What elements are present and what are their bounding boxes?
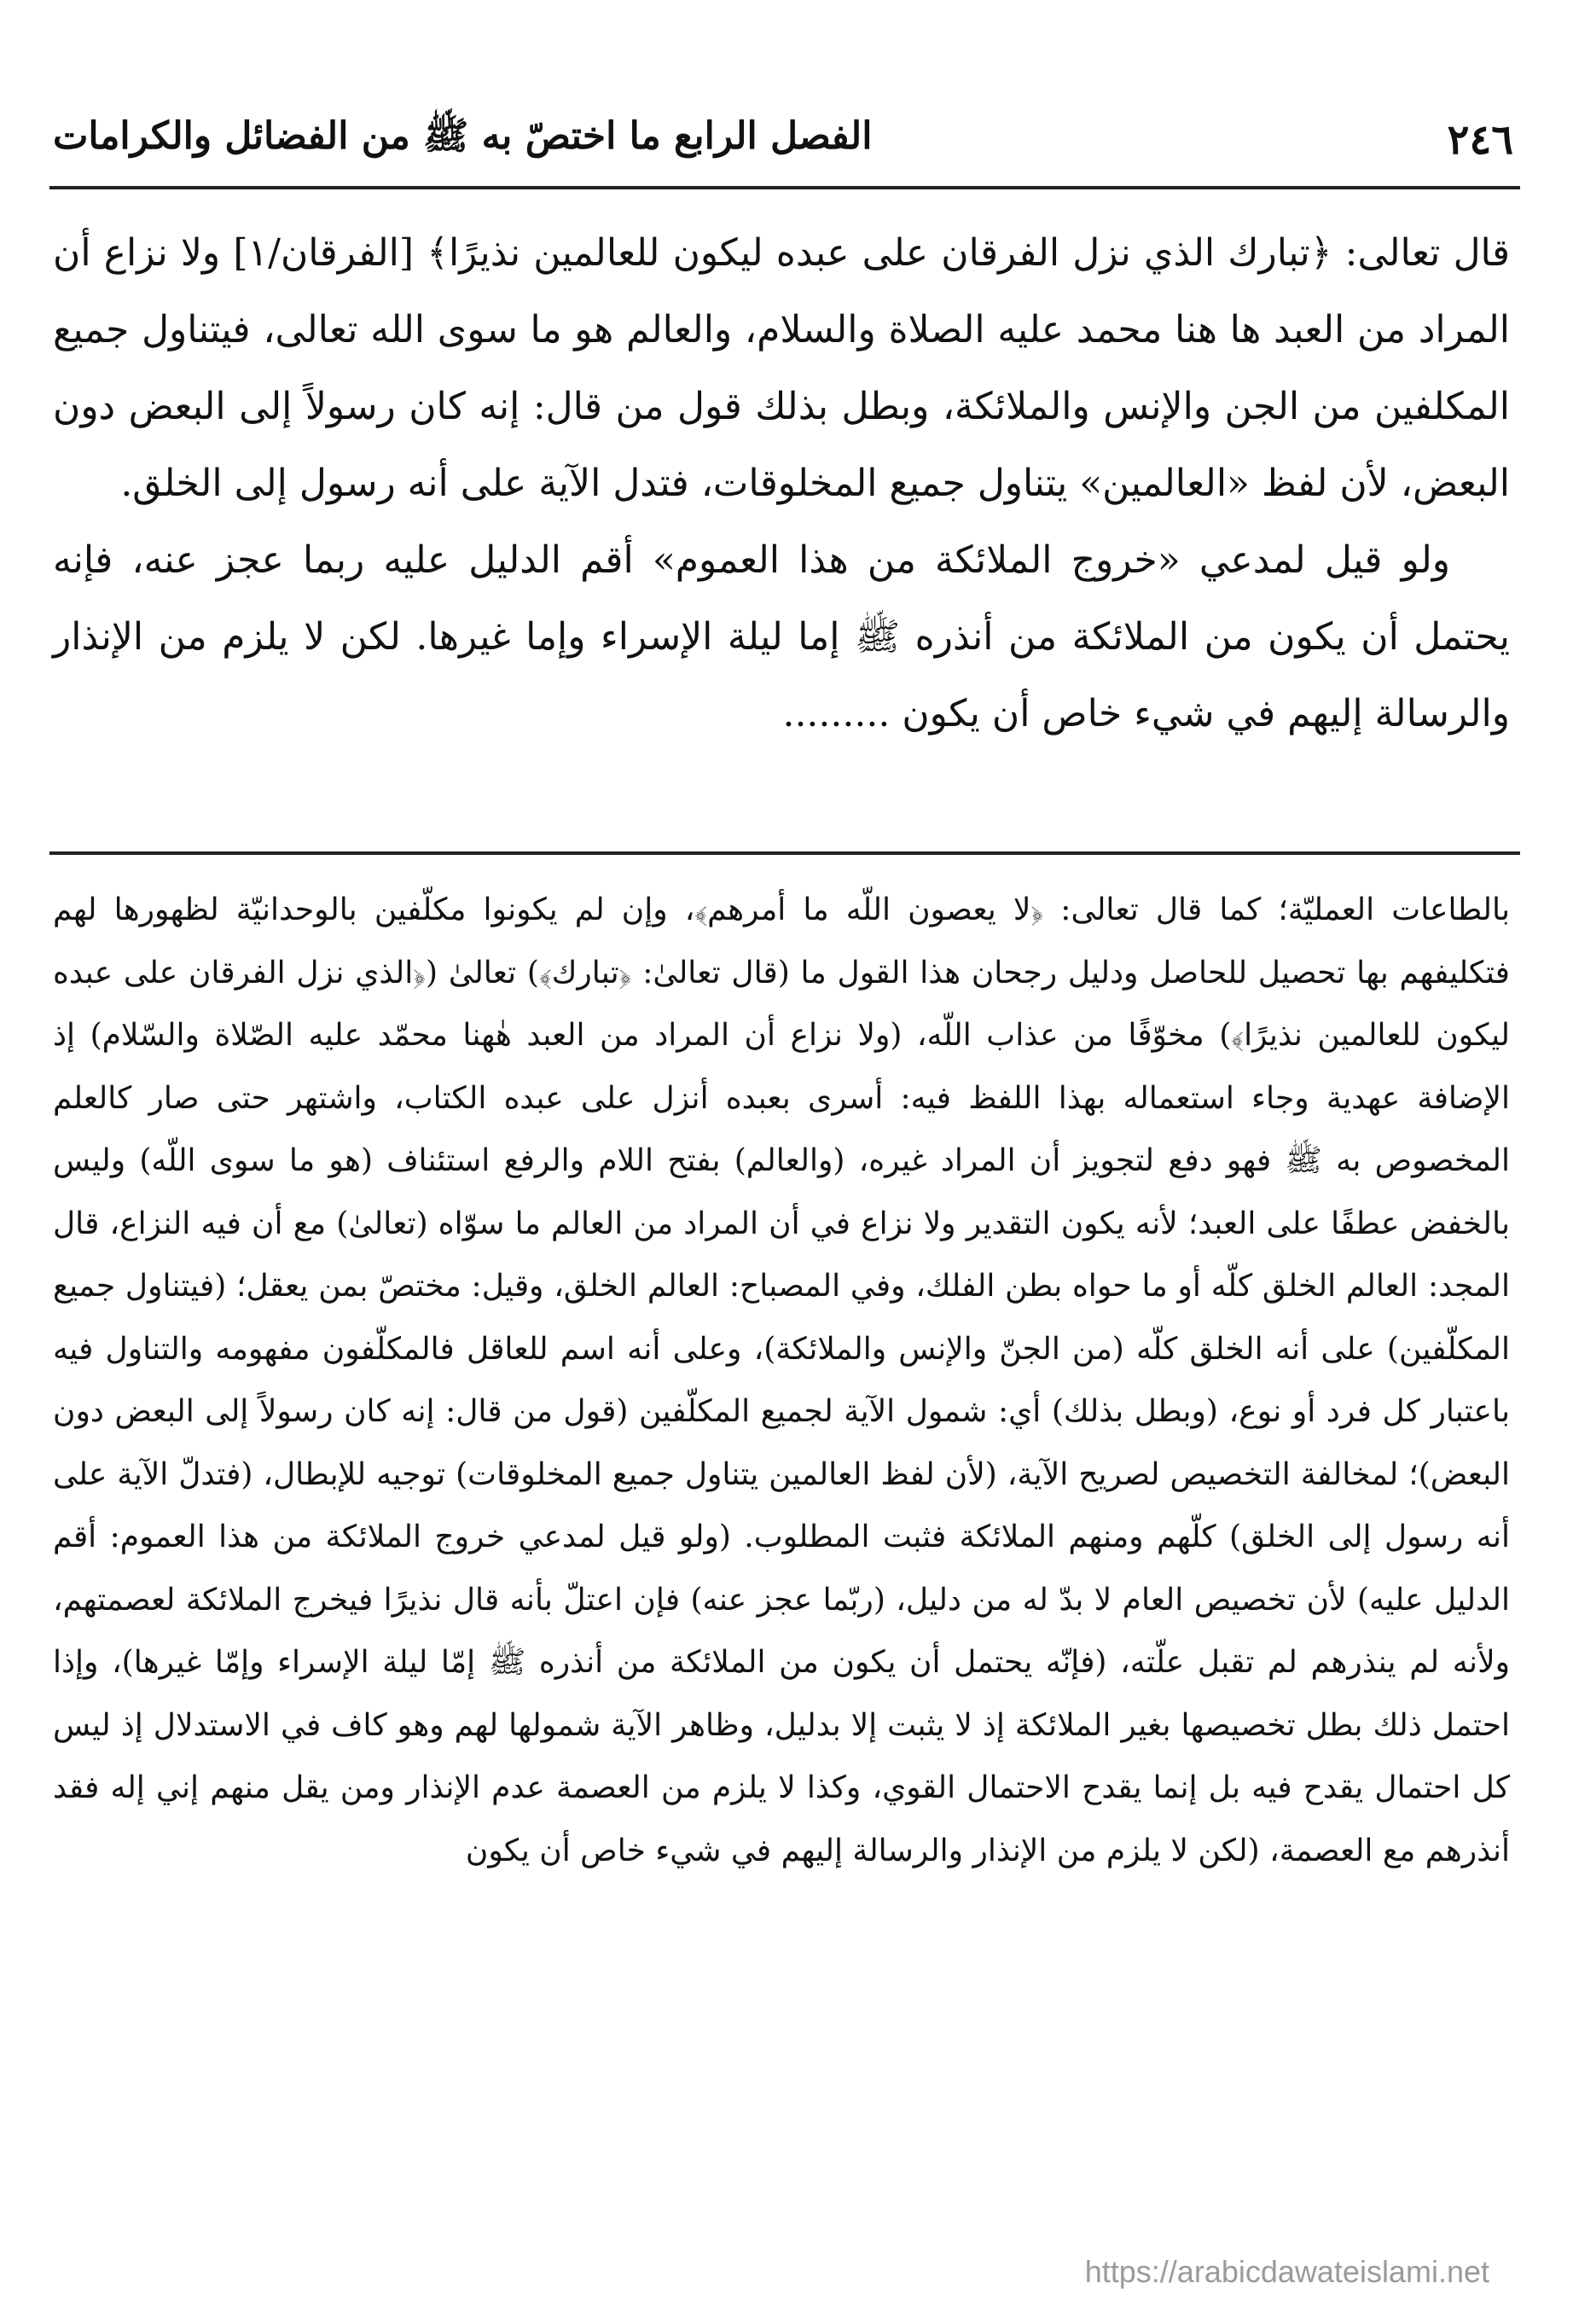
- commentary-text: [53, 879, 1510, 1882]
- main-text: [53, 215, 1510, 752]
- main-paragraph-2: ولو قيل لمدعي «خروج الملائكة من هذا العموم» أقم الدليل عليه ربما عجز عنه، فإنه يحتمل أن يكون من الملائكة من أنذره ﷺ إما ليلة الإسراء وإما غيرها. لكن لا يلزم من الإنذار والرسالة إليهم في شيء خاص أن يكون .........: [53, 538, 1510, 735]
- commentary-divider: [49, 851, 1520, 855]
- watermark-url: https://arabicdawateislami.net: [1084, 2254, 1489, 2289]
- chapter-title: الفصل الرابع ما اختصّ به ﷺ من الفضائل والكرامات: [53, 114, 873, 158]
- page-number: ٢٤٦: [1447, 116, 1513, 164]
- page-header: [53, 101, 1513, 179]
- header-divider: [49, 186, 1520, 189]
- main-paragraph-1: قال تعالى: ﴿تبارك الذي نزل الفرقان على عبده ليكون للعالمين نذيرًا﴾ [الفرقان/١] ولا نزاع أن المراد من العبد ها هنا محمد عليه الصلاة والسلام، والعالم هو ما سوى الله تعالى، فيتناول جميع المكلفين من الجن والإنس والملائكة، وبطل بذلك قول من قال: إنه كان رسولاً إلى البعض دون البعض، لأن لفظ «العالمين» يتناول جميع المخلوقات، فتدل الآية على أنه رسول إلى الخلق.: [53, 231, 1511, 505]
- commentary-paragraph: بالطاعات العمليّة؛ كما قال تعالى: ﴿لا يعصون اللّه ما أمرهم﴾، وإن لم يكونوا مكلّفين بالوحدانيّة لظهورها لهم فتكليفهم بها تحصيل للحاصل ودليل رجحان هذا القول ما (قال تعالىٰ: ﴿تبارك﴾) تعالىٰ (﴿الذي نزل الفرقان على عبده ليكون للعالمين نذيرًا﴾) مخوّفًا من عذاب اللّه، (ولا نزاع أن المراد من العبد هٰهنا محمّد عليه الصّلاة والسّلام) إذ الإضافة عهدية وجاء استعماله بهذا اللفظ فيه: أسرى بعبده أنزل على عبده الكتاب، واشتهر حتى صار كالعلم المخصوص به ﷺ فهو دفع لتجويز أن المراد غيره، (والعالم) بفتح اللام والرفع استئناف (هو ما سوى اللّه) وليس بالخفض عطفًا على العبد؛ لأنه يكون التقدير ولا نزاع في أن المراد من العالم ما سوّاه (تعالىٰ) مع أن فيه النزاع، قال المجد: العالم الخلق كلّه أو ما حواه بطن الفلك، وفي المصباح: العالم الخلق، وقيل: مختصّ بمن يعقل؛ (فيتناول جميع المكلّفين) على أنه الخلق كلّه (من الجنّ والإنس والملائكة)، وعلى أنه اسم للعاقل فالمكلّفون مفهومه والتناول فيه باعتبار كل فرد أو نوع، (وبطل بذلك) أي: شمول الآية لجميع المكلّفين (قول من قال: إنه كان رسولاً إلى البعض دون البعض)؛ لمخالفة التخصيص لصريح الآية، (لأن لفظ العالمين يتناول جميع المخلوقات) توجيه للإبطال، (فتدلّ الآية على أنه رسول إلى الخلق) كلّهم ومنهم الملائكة فثبت المطلوب. (ولو قيل لمدعي خروج الملائكة من هذا العموم: أقم الدليل عليه) لأن تخصيص العام لا بدّ له من دليل، (ربّما عجز عنه) فإن اعتلّ بأنه قال نذيرًا فيخرج الملائكة لعصمتهم، ولأنه لم ينذرهم لم تقبل علّته، (فإنّه يحتمل أن يكون من الملائكة من أنذره ﷺ إمّا ليلة الإسراء وإمّا غيرها)، وإذا احتمل ذلك بطل تخصيصها بغير الملائكة إذ لا يثبت إلا بدليل، وظاهر الآية شمولها لهم وهو كاف في الاستدلال إذ ليس كل احتمال يقدح فيه بل إنما يقدح الاحتمال القوي، وكذا لا يلزم من العصمة عدم الإنذار ومن يقل منهم إني إله فقد أنذرهم مع العصمة، (لكن لا يلزم من الإنذار والرسالة إليهم في شيء خاص أن يكون: [53, 892, 1510, 1868]
